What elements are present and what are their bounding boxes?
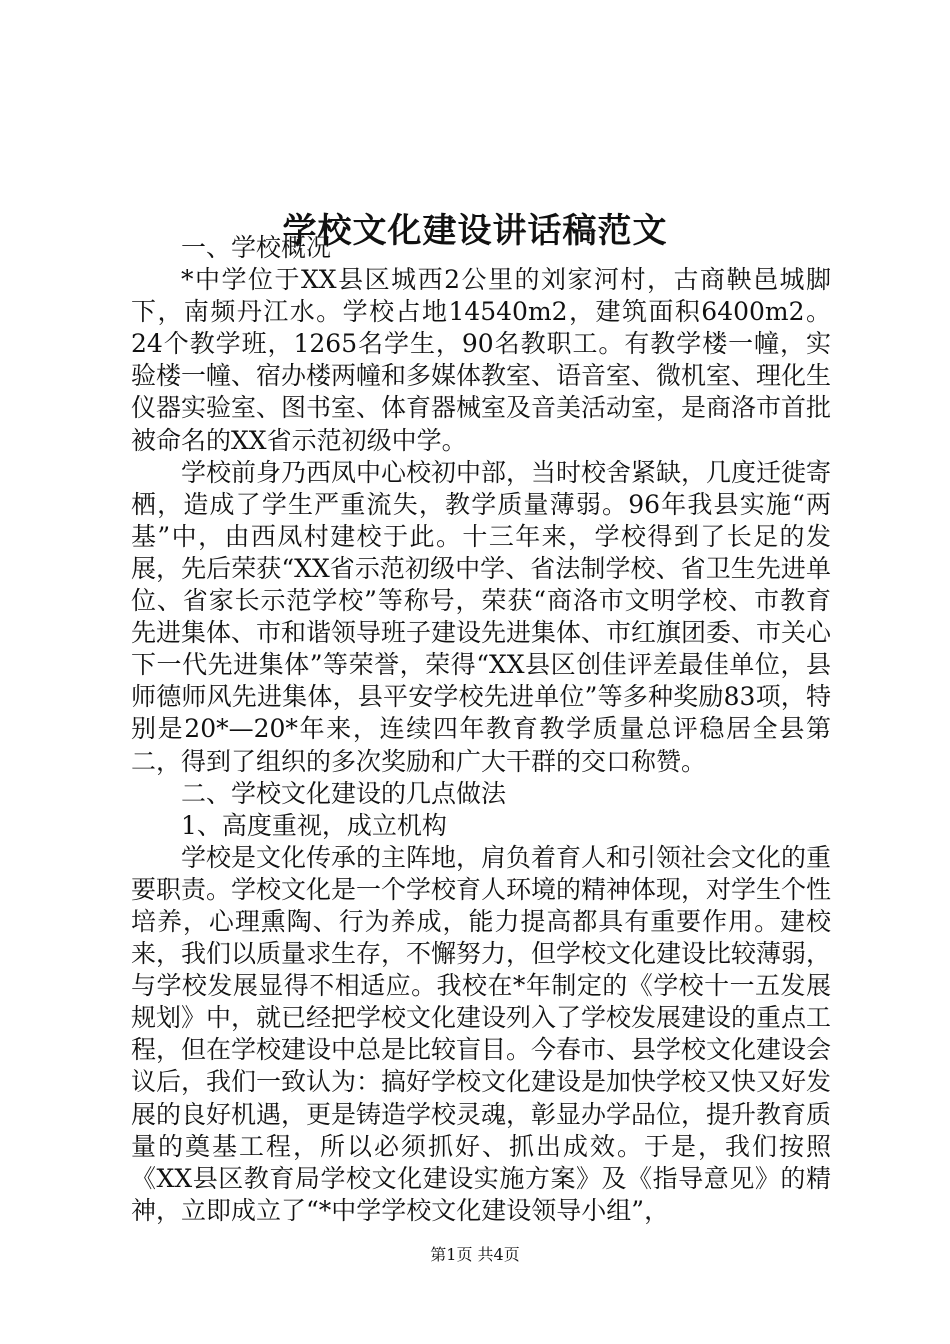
document-body [131, 232, 831, 1227]
paragraph-school-history: 学校前身乃西凤中心校初中部，当时校舍紧缺，几度迁徙寄栖，造成了学生严重流失，教学质量薄弱。96年我县实施“两基”中，由西凤村建校于此。十三年来，学校得到了长足的发展，先后荣获“XX省示范初级中学、省法制学校、省卫生先进单位、省家长示范学校”等称号，荣获“商洛市文明学校、市教育先进集体、市和谐领导班子建设先进集体、市红旗团委、市关心下一代先进集体”等荣誉，荣得“XX县区创佳评差最佳单位，县师德师风先进集体，县平安学校先进单位”等多种奖励83项，特别是20*—20*年来，连续四年教育教学质量总评稳居全县第二，得到了组织的多次奖励和广大干群的交口称赞。 [131, 457, 832, 776]
subsection-heading-organization: 1、高度重视，成立机构 [181, 810, 447, 840]
paragraph-school-culture: 学校是文化传承的主阵地，肩负着育人和引领社会文化的重要职责。学校文化是一个学校育人环境的精神体现，对学生个性培养，心理熏陶、行为养成，能力提高都具有重要作用。建校来，我们以质量求生存，不懈努力，但学校文化建设比较薄弱，与学校发展显得不相适应。我校在*年制定的《学校十一五发展规划》中，就已经把学校文化建设列入了学校发展建设的重点工程，但在学校建设中总是比较盲目。今春市、县学校文化建设会议后，我们一致认为：搞好学校文化建设是加快学校又快又好发展的良好机遇，更是铸造学校灵魂，彰显办学品位，提升教育质量的奠基工程，所以必须抓好、抓出成效。于是，我们按照《XX县区教育局学校文化建设实施方案》及《指导意见》的精神，立即成立了“*中学学校文化建设领导小组”， [131, 842, 832, 1225]
document-title: 学校文化建设讲话稿范文 [282, 210, 668, 251]
section-heading-school-overview: 一、学校概况 [181, 233, 332, 262]
section-heading-practices: 二、学校文化建设的几点做法 [181, 778, 507, 808]
page-footer: 第1页 共4页 [430, 1245, 520, 1264]
paragraph-school-location: *中学位于XX县区城西2公里的刘家河村，古商鞅邑城脚下，南频丹江水。学校占地14540m2，建筑面积6400m2。24个教学班，1265名学生，90名教职工。有教学楼一幢，实验楼一幢、宿办楼两幢和多媒体教室、语音室、微机室、理化生仪器实验室、图书室、体育器械室及音美活动室，是商洛市首批被命名的XX省示范初级中学。 [131, 265, 832, 455]
